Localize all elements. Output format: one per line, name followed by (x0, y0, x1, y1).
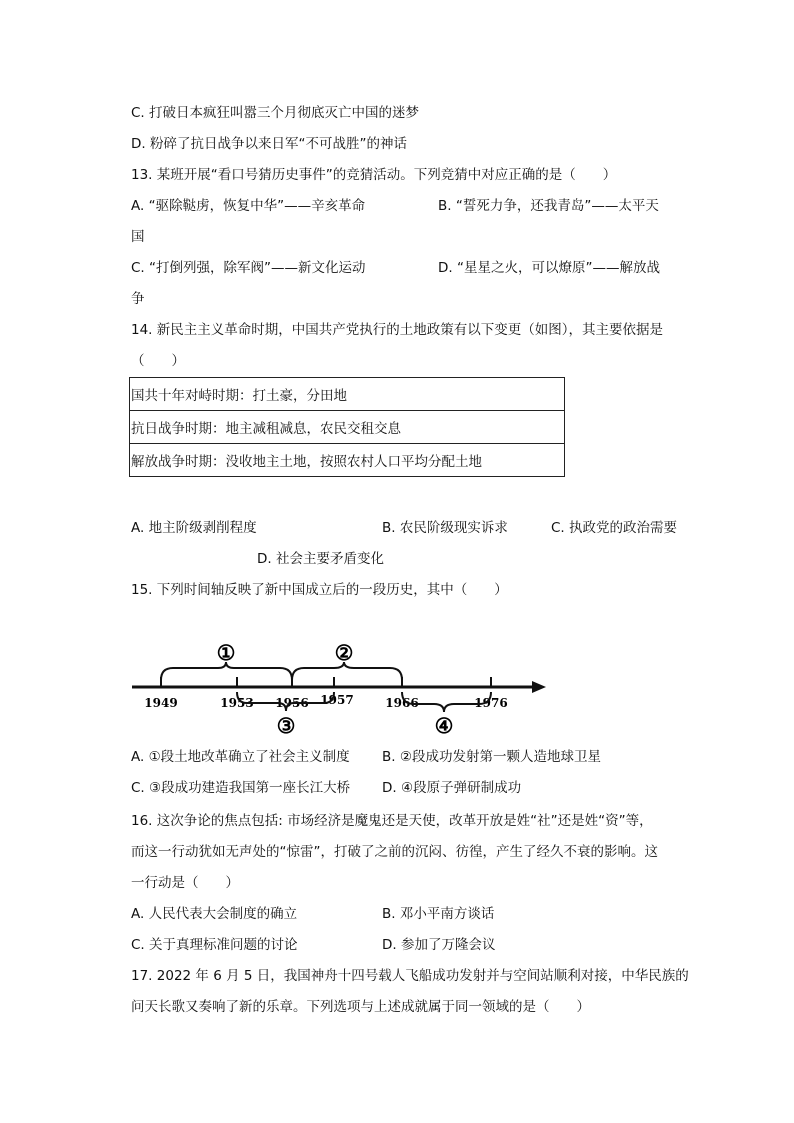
year-label-1976: 1976 (474, 696, 508, 710)
q15-stem: 15. 下列时间轴反映了新中国成立后的一段历史，其中（ ） (131, 582, 508, 598)
q13-option-d: D. “星星之火，可以燎原”——解放战 (438, 260, 660, 276)
q12-option-c: C. 打破日本疯狂叫嚣三个月彻底灭亡中国的迷梦 (131, 105, 420, 121)
q14-stem: 14. 新民主主义革命时期，中国共产党执行的土地政策有以下变更（如图），其主要依据是 (131, 322, 664, 338)
q13-option-c: C. “打倒列强，除军阀”——新文化运动 (131, 260, 366, 276)
q14-option-a: A. 地主阶级剥削程度 (131, 520, 257, 536)
segment-label-2: ② (334, 640, 354, 665)
table-row (130, 411, 565, 444)
q16-option-b: B. 邓小平南方谈话 (382, 906, 495, 922)
q16-stem-line-2: 而这一行动犹如无声处的“惊雷”，打破了之前的沉闷、彷徨，产生了经久不衰的影响。这 (131, 844, 658, 860)
q16-option-c: C. 关于真理标准问题的讨论 (131, 937, 298, 953)
q16-stem-line-3: 一行动是（ ） (131, 875, 239, 891)
q15-option-a: A. ①段土地改革确立了社会主义制度 (131, 749, 350, 765)
segment-label-4: ④ (434, 713, 454, 738)
q12-option-d: D. 粉碎了抗日战争以来日军“不可战胜”的神话 (131, 136, 407, 152)
q14-option-b: B. 农民阶级现实诉求 (382, 520, 508, 536)
year-label-1956: 1956 (275, 696, 309, 710)
table-row (130, 444, 565, 477)
land-policy-table (129, 377, 565, 477)
q13-option-b-wrap: 国 (131, 229, 145, 245)
year-label-1953: 1953 (220, 696, 254, 710)
q14-option-c: C. 执政党的政治需要 (551, 520, 678, 536)
year-label-1949: 1949 (144, 696, 178, 710)
q13-stem: 13. 某班开展“看口号猜历史事件”的竞猜活动。下列竞猜中对应正确的是（ ） (131, 167, 617, 183)
q16-option-a: A. 人民代表大会制度的确立 (131, 906, 298, 922)
q13-option-d-wrap: 争 (131, 291, 145, 307)
year-label-1957: 1957 (320, 693, 354, 707)
q16-option-d: D. 参加了万隆会议 (382, 937, 496, 953)
q15-option-c: C. ③段成功建造我国第一座长江大桥 (131, 780, 351, 796)
q14-stem-wrap: （ ） (131, 353, 185, 369)
q17-stem-line-2: 问天长歌又奏响了新的乐章。下列选项与上述成就属于同一领域的是（ ） (131, 999, 590, 1015)
table-cell: 解放战争时期：没收地主土地，按照农村人口平均分配土地 (130, 444, 565, 477)
timeline-arrow (532, 681, 546, 693)
year-label-1966: 1966 (385, 696, 419, 710)
q13-option-a: A. “驱除鞑虏，恢复中华”——辛亥革命 (131, 198, 366, 214)
table-cell: 抗日战争时期：地主减租减息，农民交租交息 (130, 411, 565, 444)
segment-label-1: ① (216, 640, 236, 665)
table-row (130, 378, 565, 411)
q14-option-d: D. 社会主要矛盾变化 (257, 551, 384, 567)
segment-label-3: ③ (276, 713, 296, 738)
q15-option-d: D. ④段原子弹研制成功 (382, 780, 522, 796)
q16-stem: 16. 这次争论的焦点包括: 市场经济是魔鬼还是天使，改革开放是姓“社”还是姓“资”等， (131, 813, 653, 829)
q17-stem: 17. 2022 年 6 月 5 日，我国神舟十四号载人飞船成功发射并与空间站顺利对接，中华民族的 (131, 968, 689, 984)
q15-option-b: B. ②段成功发射第一颗人造地球卫星 (382, 749, 601, 765)
timeline-figure (128, 636, 558, 746)
q13-option-b: B. “誓死力争，还我青岛”——太平天 (438, 198, 659, 214)
table-cell: 国共十年对峙时期：打土豪，分田地 (130, 378, 565, 411)
